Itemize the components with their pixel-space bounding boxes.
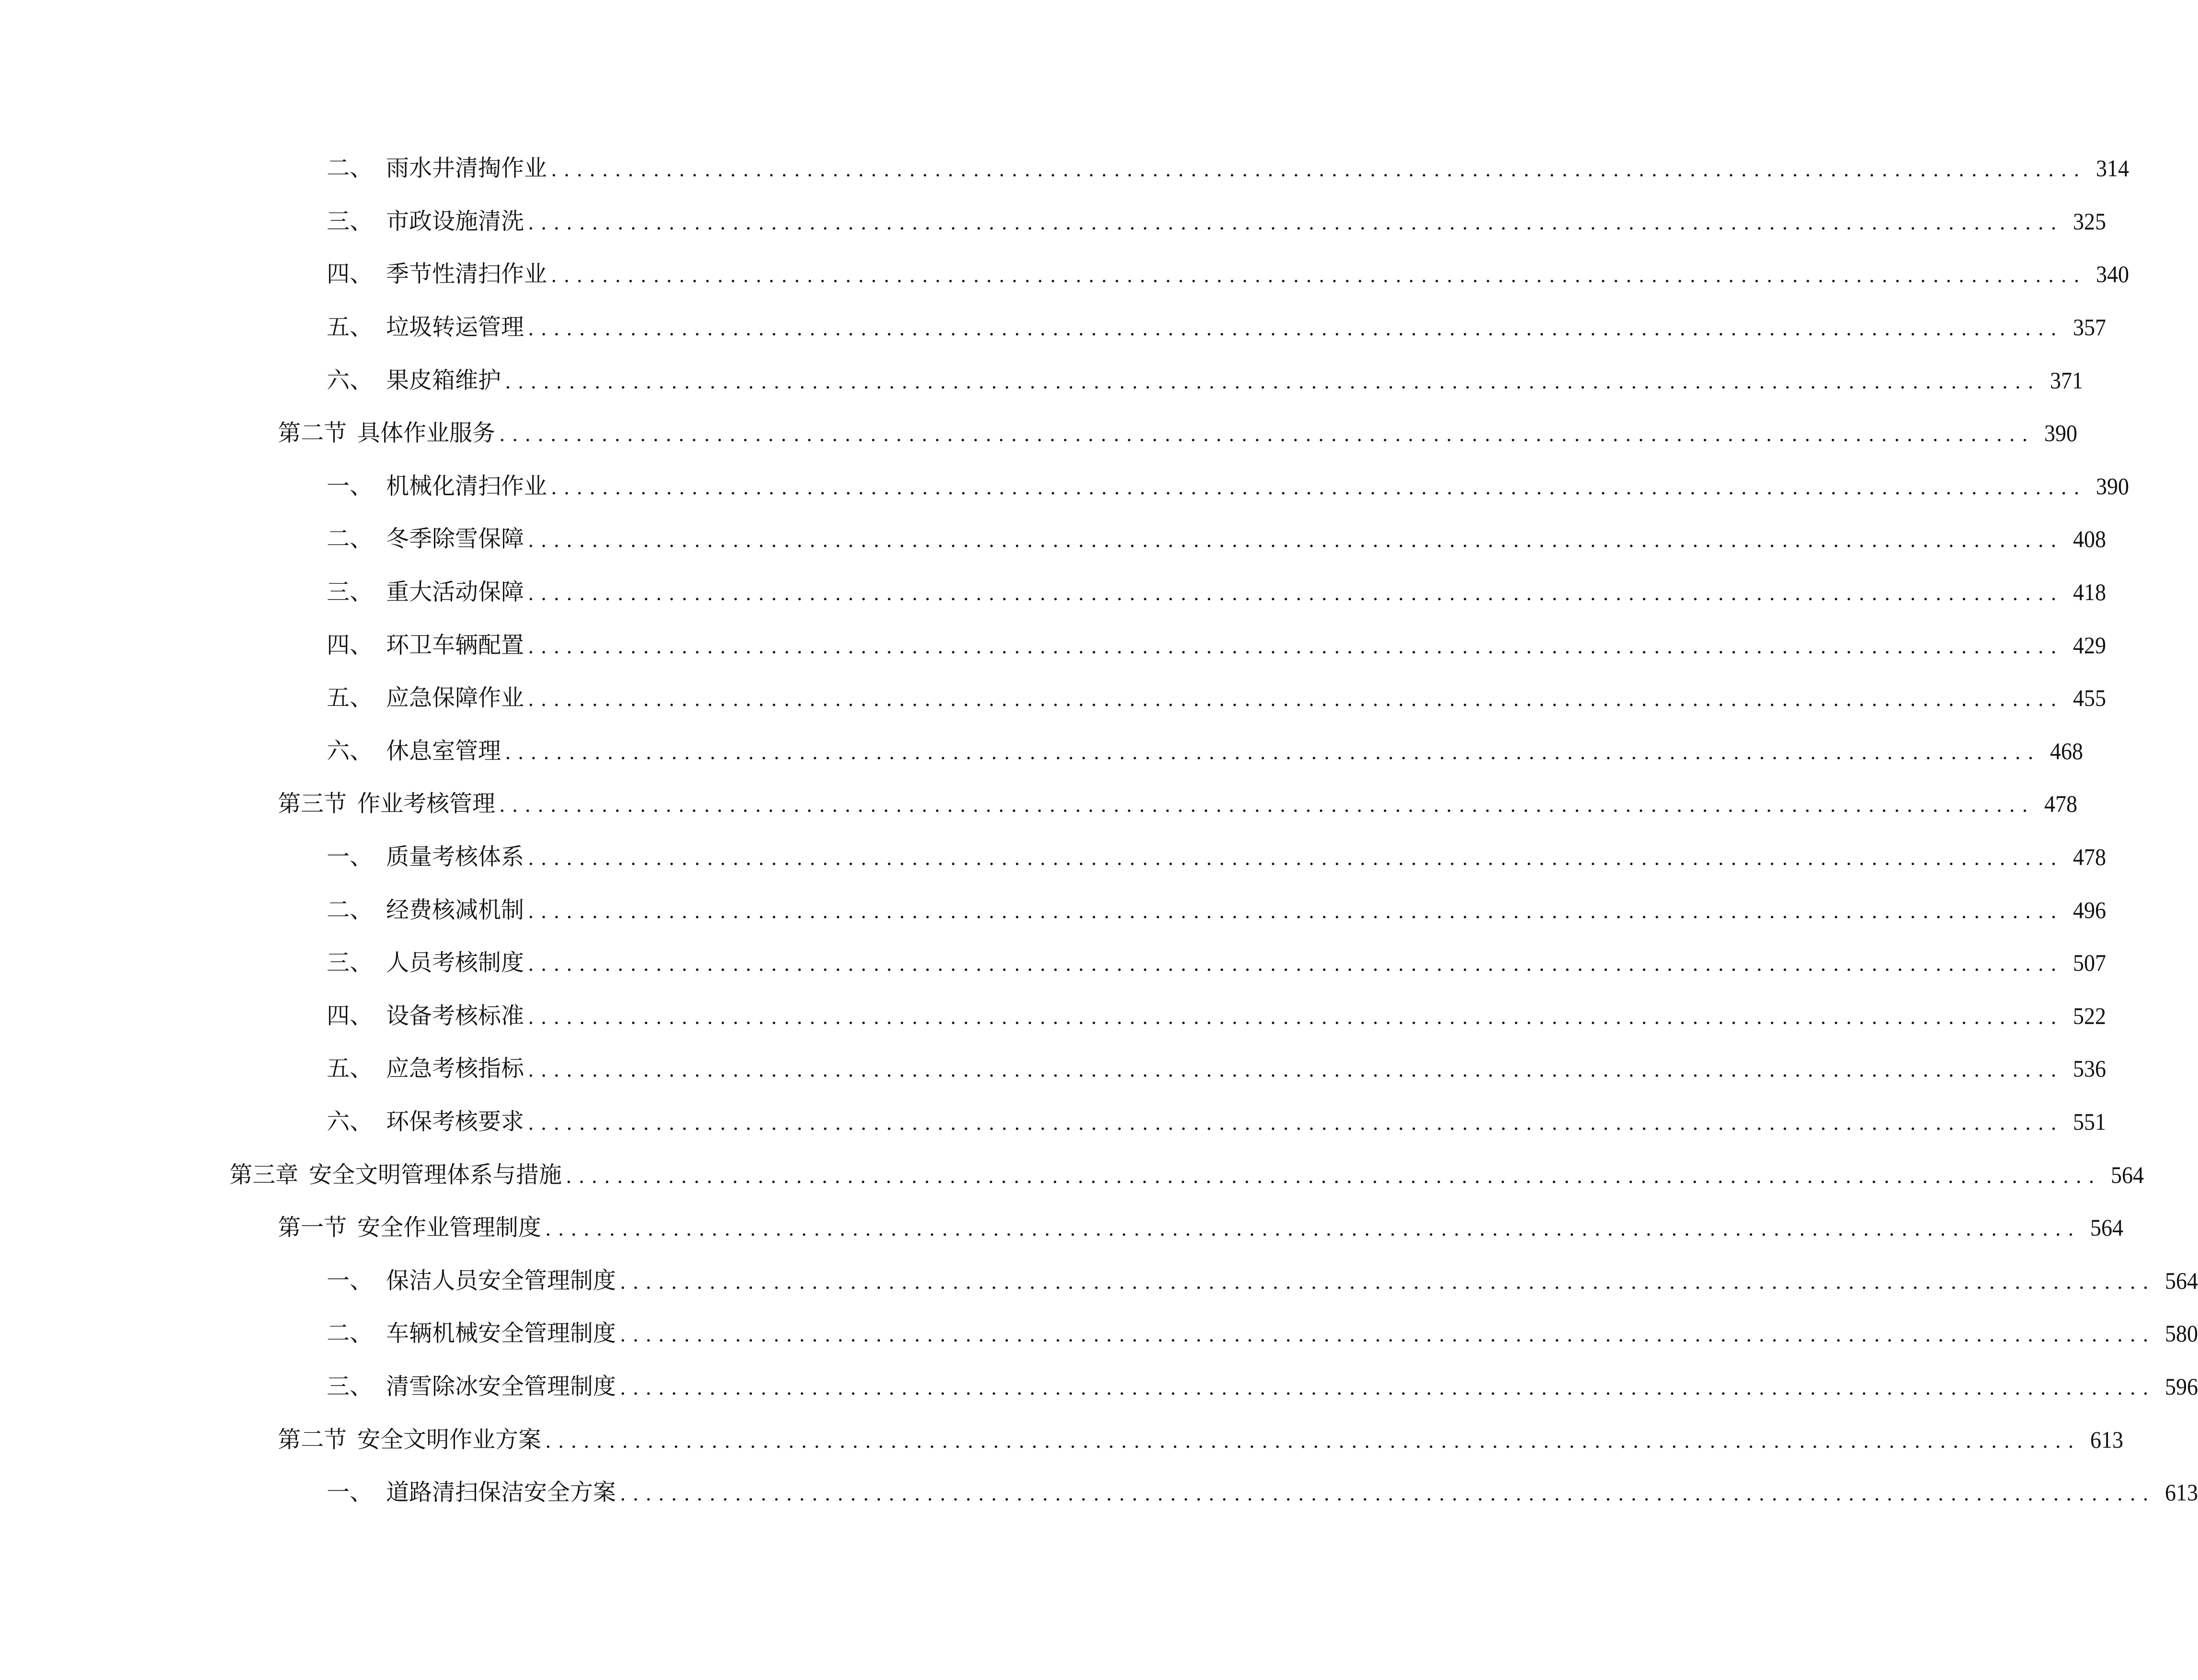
toc-page-number: 536 — [2073, 1055, 2106, 1082]
toc-entry-number: 六、 — [327, 737, 373, 764]
toc-entry-number: 第一节 — [278, 1214, 347, 1241]
toc-entry-label — [327, 739, 501, 762]
toc-entry-label — [327, 366, 501, 394]
toc-entry-label — [278, 792, 495, 815]
toc-leader-dots: ........................................................................................................................ — [528, 954, 2063, 976]
toc-leader-dots: ........................................................................................................................ — [545, 1430, 2081, 1453]
toc-page-number: 357 — [2073, 314, 2106, 341]
toc-item-entry[interactable] — [0, 725, 2083, 778]
toc-section-entry[interactable] — [0, 407, 2077, 460]
toc-item-entry[interactable] — [0, 1307, 2198, 1360]
toc-entry-label — [327, 1057, 524, 1080]
toc-entry-label — [327, 631, 524, 658]
toc-leader-dots: ........................................................................................................................ — [528, 1006, 2063, 1029]
toc-entry-number: 三、 — [327, 949, 373, 976]
toc-page-number: 418 — [2073, 579, 2106, 606]
toc-entry-title: 道路清扫保洁安全方案 — [386, 1479, 616, 1506]
toc-entry-title: 安全作业管理制度 — [357, 1214, 542, 1241]
toc-section-entry[interactable] — [0, 1201, 2123, 1254]
toc-page-number: 478 — [2044, 790, 2077, 817]
toc-entry-number: 第三节 — [278, 790, 347, 817]
toc-page-number: 551 — [2073, 1108, 2106, 1135]
toc-entry-label — [327, 843, 524, 871]
toc-page-number: 613 — [2090, 1426, 2123, 1453]
toc-entry-title: 重大活动保障 — [386, 579, 524, 606]
toc-page-number: 325 — [2073, 207, 2106, 235]
toc-entry-number: 二、 — [327, 896, 373, 923]
toc-leader-dots: ........................................................................................................................ — [528, 689, 2063, 711]
toc-entry-number: 第三章 — [229, 1161, 299, 1188]
toc-item-entry[interactable] — [0, 1254, 2198, 1307]
toc-page-number: 496 — [2073, 896, 2106, 923]
toc-item-entry[interactable] — [0, 1042, 2106, 1095]
toc-item-entry[interactable] — [0, 248, 2129, 301]
toc-entry-number: 二、 — [327, 525, 373, 553]
toc-entry-title: 休息室管理 — [386, 737, 501, 764]
toc-entry-label — [327, 261, 547, 288]
toc-entry-number: 四、 — [327, 631, 373, 658]
toc-page-number: 455 — [2073, 684, 2106, 712]
toc-entry-label — [327, 1110, 524, 1133]
toc-item-entry[interactable] — [0, 618, 2106, 671]
toc-entry-label — [327, 525, 524, 553]
toc-entry-number: 一、 — [327, 843, 373, 871]
toc-page-number: 371 — [2050, 366, 2083, 394]
toc-entry-label — [327, 951, 524, 974]
toc-page-number: 564 — [2110, 1161, 2144, 1188]
toc-entry-number: 二、 — [327, 1320, 373, 1347]
toc-entry-label — [327, 579, 524, 606]
toc-entry-title: 保洁人员安全管理制度 — [386, 1267, 616, 1294]
toc-leader-dots: ........................................................................................................................ — [499, 795, 2035, 817]
toc-item-entry[interactable] — [0, 142, 2129, 195]
toc-entry-number: 六、 — [327, 1108, 373, 1135]
toc-item-entry[interactable] — [0, 936, 2106, 989]
toc-item-entry[interactable] — [0, 566, 2106, 619]
toc-leader-dots: ........................................................................................................................ — [505, 741, 2040, 764]
toc-entry-number: 三、 — [327, 1373, 373, 1400]
toc-leader-dots: ........................................................................................................................ — [566, 1165, 2101, 1188]
toc-page-number: 580 — [2164, 1320, 2198, 1347]
toc-item-entry[interactable] — [0, 301, 2106, 354]
toc-entry-number: 二、 — [327, 155, 373, 182]
toc-entry-title: 市政设施清洗 — [386, 207, 524, 235]
toc-leader-dots: ........................................................................................................................ — [551, 265, 2086, 287]
toc-entry-title: 安全文明作业方案 — [357, 1426, 542, 1453]
toc-page-number: 340 — [2096, 261, 2129, 288]
toc-entry-number: 第二节 — [278, 1426, 347, 1453]
toc-page-number: 314 — [2096, 155, 2129, 182]
toc-entry-title: 清雪除冰安全管理制度 — [386, 1373, 616, 1400]
toc-item-entry[interactable] — [0, 460, 2129, 513]
toc-entry-title: 果皮箱维护 — [386, 366, 501, 394]
toc-leader-dots: ........................................................................................................................ — [528, 212, 2063, 234]
toc-entry-number: 一、 — [327, 1267, 373, 1294]
toc-page-number: 478 — [2073, 843, 2106, 871]
toc-page-number: 390 — [2096, 472, 2129, 499]
toc-page-number: 408 — [2073, 525, 2106, 553]
toc-leader-dots: ........................................................................................................................ — [528, 530, 2063, 552]
toc-page-number: 468 — [2050, 737, 2083, 764]
toc-entry-label — [327, 1322, 616, 1345]
toc-entry-number: 五、 — [327, 314, 373, 341]
toc-entry-number: 五、 — [327, 1055, 373, 1082]
toc-entry-label — [327, 472, 547, 499]
toc-chapter-entry[interactable] — [0, 1148, 2144, 1201]
toc-entry-label — [327, 157, 547, 180]
toc-page-number: 564 — [2164, 1267, 2198, 1294]
toc-leader-dots: ........................................................................................................................ — [551, 159, 2086, 182]
toc-entry-number: 一、 — [327, 1479, 373, 1506]
toc-entry-title: 安全文明管理体系与措施 — [309, 1161, 562, 1188]
toc-entry-label — [278, 420, 496, 447]
toc-leader-dots: ........................................................................................................................ — [528, 848, 2063, 870]
toc-page-number: 564 — [2090, 1214, 2123, 1241]
toc-item-entry[interactable] — [0, 830, 2106, 884]
toc-leader-dots: ........................................................................................................................ — [528, 583, 2063, 605]
toc-page-number: 522 — [2073, 1002, 2106, 1029]
toc-leader-dots: ........................................................................................................................ — [620, 1324, 2155, 1347]
toc-page-number: 390 — [2044, 420, 2077, 447]
toc-item-entry[interactable] — [0, 671, 2106, 725]
toc-leader-dots: ........................................................................................................................ — [499, 424, 2035, 446]
toc-entry-title: 环卫车辆配置 — [386, 631, 524, 658]
toc-page-number: 596 — [2164, 1373, 2198, 1400]
toc-entry-label — [327, 1375, 616, 1398]
toc-entry-label — [229, 1163, 562, 1186]
toc-entry-title: 冬季除雪保障 — [386, 525, 524, 553]
toc-entry-label — [278, 1428, 541, 1451]
toc-entry-title: 人员考核制度 — [386, 949, 524, 976]
toc-page-number: 613 — [2164, 1479, 2198, 1506]
toc-entry-title: 垃圾转运管理 — [386, 314, 524, 341]
toc-item-entry[interactable] — [0, 989, 2106, 1043]
toc-page-number: 507 — [2073, 949, 2106, 976]
toc-entry-title: 作业考核管理 — [357, 790, 496, 817]
toc-entry-title: 设备考核标准 — [386, 1002, 524, 1029]
toc-item-entry[interactable] — [0, 1466, 2198, 1519]
toc-entry-title: 季节性清扫作业 — [386, 261, 547, 288]
toc-entry-number: 三、 — [327, 207, 373, 235]
toc-entry-number: 一、 — [327, 472, 373, 499]
toc-entry-label — [327, 1481, 616, 1504]
toc-entry-title: 质量考核体系 — [386, 843, 524, 871]
toc-entry-label — [327, 1269, 616, 1292]
toc-entry-title: 雨水井清掏作业 — [386, 155, 547, 182]
table-of-contents — [0, 142, 2198, 1519]
toc-leader-dots: ........................................................................................................................ — [551, 477, 2086, 499]
toc-leader-dots: ........................................................................................................................ — [528, 900, 2063, 923]
toc-entry-label — [327, 1004, 524, 1027]
toc-leader-dots: ........................................................................................................................ — [528, 1059, 2063, 1082]
toc-section-entry[interactable] — [0, 1413, 2123, 1466]
toc-entry-title: 车辆机械安全管理制度 — [386, 1320, 616, 1347]
toc-entry-number: 四、 — [327, 261, 373, 288]
toc-entry-label — [278, 1216, 541, 1239]
toc-leader-dots: ........................................................................................................................ — [620, 1483, 2155, 1506]
toc-entry-label — [327, 316, 524, 339]
toc-leader-dots: ........................................................................................................................ — [528, 318, 2063, 341]
toc-item-entry[interactable] — [0, 512, 2106, 566]
toc-leader-dots: ........................................................................................................................ — [528, 1112, 2063, 1135]
toc-entry-title: 经费核减机制 — [386, 896, 524, 923]
toc-leader-dots: ........................................................................................................................ — [620, 1271, 2155, 1294]
toc-leader-dots: ........................................................................................................................ — [620, 1377, 2155, 1399]
toc-item-entry[interactable] — [0, 1095, 2106, 1148]
toc-section-entry[interactable] — [0, 777, 2077, 830]
toc-entry-label — [327, 898, 524, 921]
toc-item-entry[interactable] — [0, 195, 2106, 248]
toc-entry-label — [327, 207, 524, 235]
toc-entry-number: 三、 — [327, 579, 373, 606]
toc-entry-number: 第二节 — [278, 420, 347, 447]
toc-entry-label — [327, 684, 524, 712]
toc-entry-title: 具体作业服务 — [357, 420, 496, 447]
toc-entry-title: 应急考核指标 — [386, 1055, 524, 1082]
toc-entry-title: 机械化清扫作业 — [386, 472, 547, 499]
toc-item-entry[interactable] — [0, 883, 2106, 936]
toc-item-entry[interactable] — [0, 1360, 2198, 1413]
toc-leader-dots: ........................................................................................................................ — [505, 371, 2040, 393]
toc-leader-dots: ........................................................................................................................ — [528, 636, 2063, 658]
toc-page-number: 429 — [2073, 631, 2106, 658]
toc-entry-number: 四、 — [327, 1002, 373, 1029]
toc-entry-number: 六、 — [327, 366, 373, 394]
toc-item-entry[interactable] — [0, 353, 2083, 407]
toc-entry-number: 五、 — [327, 684, 373, 712]
toc-leader-dots: ........................................................................................................................ — [545, 1218, 2081, 1241]
toc-entry-title: 环保考核要求 — [386, 1108, 524, 1135]
toc-entry-title: 应急保障作业 — [386, 684, 524, 712]
